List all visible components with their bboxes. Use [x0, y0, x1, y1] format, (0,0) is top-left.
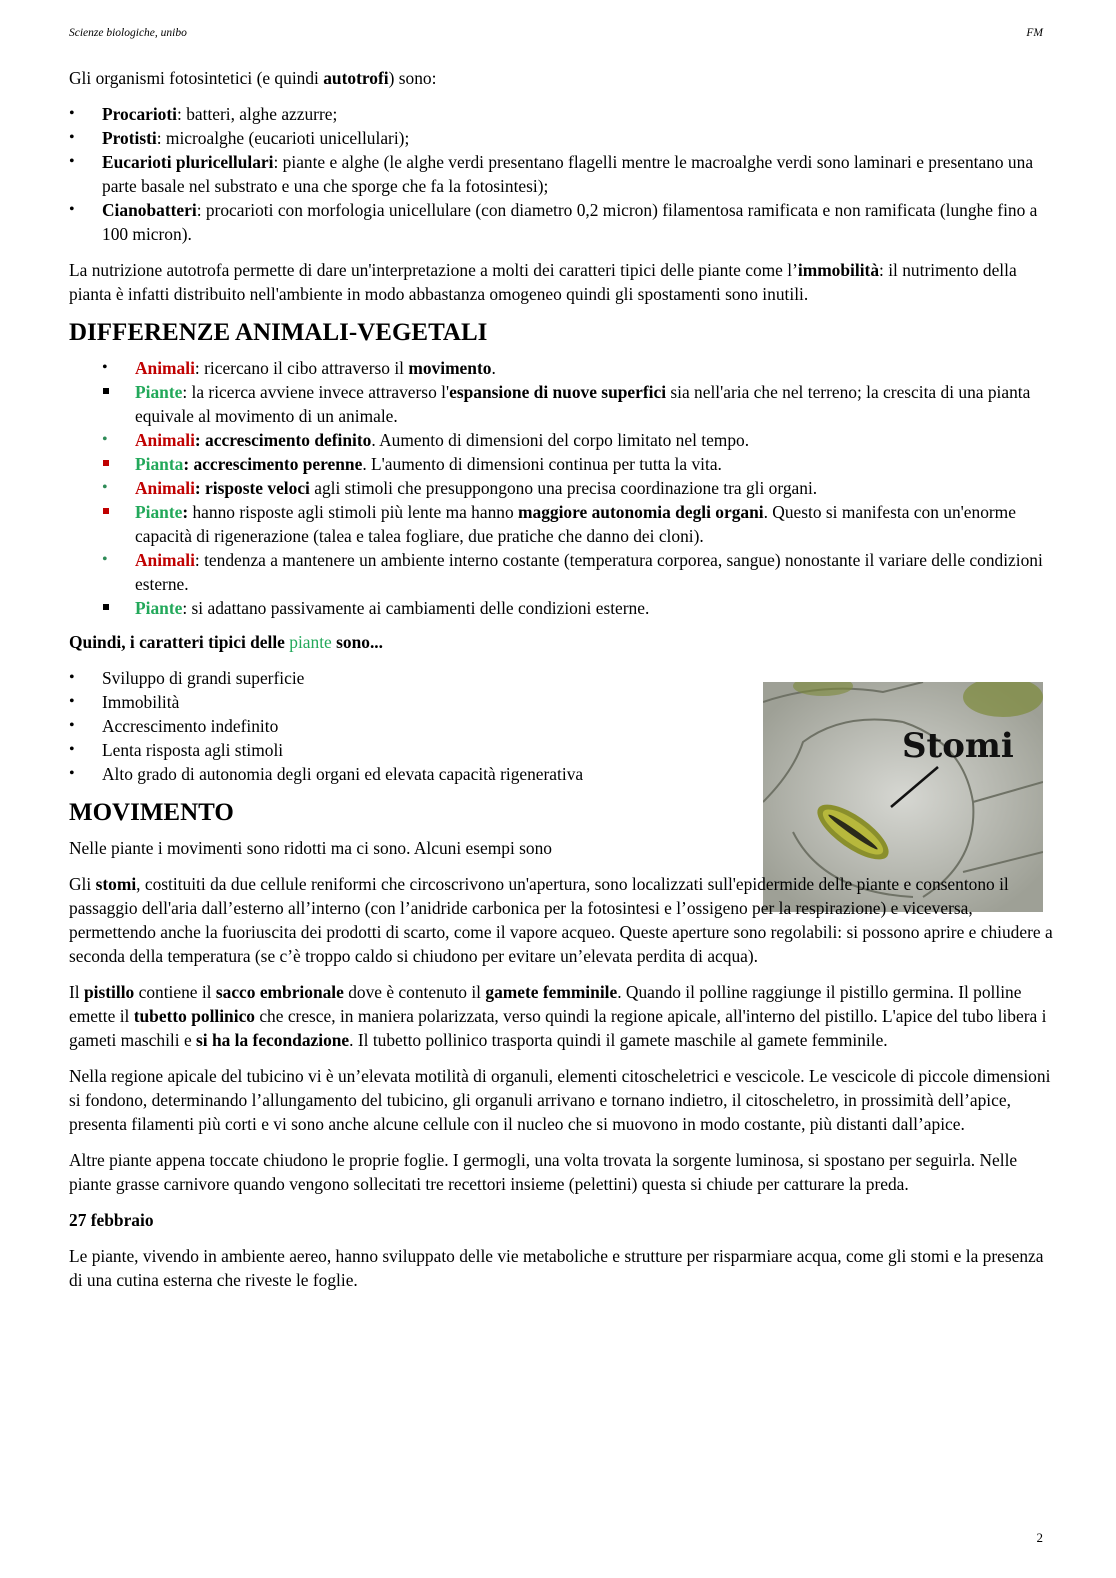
date-heading: 27 febbraio	[69, 1210, 154, 1230]
pistillo-paragraph: Il pistillo contiene il sacco embrionale dove è contenuto il gamete femminile. Quando il polline raggiunge il pistillo germina. Il polline emette il tubetto pollinico che cresce, in maniera polarizzata, verso quindi la regione apicale, all'interno del pistillo. L'apice del tubo libera i gameti maschili e si ha la fecondazione. Il tubetto pollinico trasporta quindi il gamete maschile al gamete femminile.	[69, 982, 1047, 1050]
list-item: Piante: la ricerca avviene invece attraverso l'espansione di nuove superfici sia nell'aria che nel terreno; la crescita di una pianta equivale al movimento di un animale.	[102, 380, 1059, 428]
list-item: • Accrescimento indefinito	[69, 714, 749, 738]
apicale-paragraph: Nella regione apicale del tubicino vi è un’elevata motilità di organuli, elementi citoscheletrici e vescicole. Le vescicole di piccole dimensioni si fondono, determinando l’allungamento del tubicino, gli organuli arrivano e tornano indietro, il citoscheletro, in prossimità dell’apice, presenta filamenti più corti e vi sono anche alcune cellule con il nucleo che si muovono in modo costante, più distanti dall’apice.	[69, 1066, 1051, 1134]
list-item: • Animali: tendenza a mantenere un ambiente interno costante (temperatura corporea, sangue) nonostante il variare delle condizioni esterne.	[102, 548, 1059, 596]
traits-list	[69, 666, 749, 786]
stomi-paragraph: Gli stomi, costituiti da due cellule reniformi che circoscrivono un'apertura, sono localizzati sull'epidermide delle piante e consentono il passaggio dell'aria dall’esterno all’interno (con l’anidride carbonica per la fotosintesi e l’ossigeno per la respirazione) e viceversa, permettendo anche la fuoriuscita dei prodotti di scarto, come il vapore acqueo. Queste aperture sono regolabili: si possono aprire e chiudere a seconda della temperatura (se c’è troppo caldo si chiudono per evitare un’elevata perdita di acqua).	[69, 874, 1053, 966]
last-paragraph: Le piante, vivendo in ambiente aereo, hanno sviluppato delle vie metaboliche e strutture per risparmiare acqua, come gli stomi e la presenza di una cutina esterna che riveste le foglie.	[69, 1246, 1044, 1290]
list-item: Piante: hanno risposte agli stimoli più lente ma hanno maggiore autonomia degli organi. Questo si manifesta con un'enorme capacità di rigenerazione (talea e talea fogliare, due pratiche che danno dei cloni).	[102, 500, 1059, 548]
altre-piante-paragraph: Altre piante appena toccate chiudono le proprie foglie. I germogli, una volta trovata la sorgente luminosa, si spostano per seguirla. Nelle piante grasse carnivore quando vengono sollecitati tre recettori insieme (pelettini) questa si chiude per catturare la preda.	[69, 1150, 1018, 1194]
traits-block	[69, 630, 749, 860]
page-header-right: FM	[1026, 27, 1043, 39]
list-item: • Animali: ricercano il cibo attraverso il movimento.	[102, 356, 1059, 380]
section-title-differenze: DIFFERENZE ANIMALI-VEGETALI	[69, 319, 488, 346]
page-content	[69, 66, 1059, 1304]
list-item: • Lenta risposta agli stimoli	[69, 738, 749, 762]
figure-label-stomi: Stomi	[902, 726, 1014, 766]
list-item: Piante: si adattano passivamente ai cambiamenti delle condizioni esterne.	[102, 596, 1059, 620]
movimento-intro: Nelle piante i movimenti sono ridotti ma ci sono. Alcuni esempi sono	[69, 838, 553, 858]
list-item: • Cianobatteri: procarioti con morfologia unicellulare (con diametro 0,2 micron) filamentosa ramificata e non ramificata (lunghe fino a 100 micron).	[69, 198, 1059, 246]
page-header-left: Scienze biologiche, unibo	[69, 27, 187, 39]
quindi-heading: Quindi, i caratteri tipici delle piante sono...	[69, 632, 383, 652]
list-item: • Protisti: microalghe (eucarioti unicellulari);	[69, 126, 1059, 150]
list-item: • Animali: risposte veloci agli stimoli che presuppongono una precisa coordinazione tra gli organi.	[102, 476, 1059, 500]
intro-paragraph: Gli organismi fotosintetici (e quindi autotrofi) sono:	[69, 68, 437, 88]
list-item: • Animali: accrescimento definito. Aumento di dimensioni del corpo limitato nel tempo.	[102, 428, 1059, 452]
list-item: • Immobilità	[69, 690, 749, 714]
list-item: Pianta: accrescimento perenne. L'aumento di dimensioni continua per tutta la vita.	[102, 452, 1059, 476]
organisms-list	[69, 102, 1059, 246]
section-title-movimento: MOVIMENTO	[69, 799, 234, 826]
nutrition-paragraph: La nutrizione autotrofa permette di dare un'interpretazione a molti dei caratteri tipici delle piante come l’immobilità: il nutrimento della pianta è infatti distribuito nell'ambiente in modo abbastanza omogeneo quindi gli spostamenti sono inutili.	[69, 260, 1017, 304]
differences-list	[69, 356, 1059, 620]
page-number: 2	[1036, 1530, 1043, 1545]
list-item: • Alto grado di autonomia degli organi ed elevata capacità rigenerativa	[69, 762, 749, 786]
list-item: • Procarioti: batteri, alghe azzurre;	[69, 102, 1059, 126]
list-item: • Sviluppo di grandi superficie	[69, 666, 749, 690]
list-item: • Eucarioti pluricellulari: piante e alghe (le alghe verdi presentano flagelli mentre le macroalghe verdi sono laminari e presentano una parte basale nel substrato e una che sporge che fa la fotosintesi);	[69, 150, 1059, 198]
